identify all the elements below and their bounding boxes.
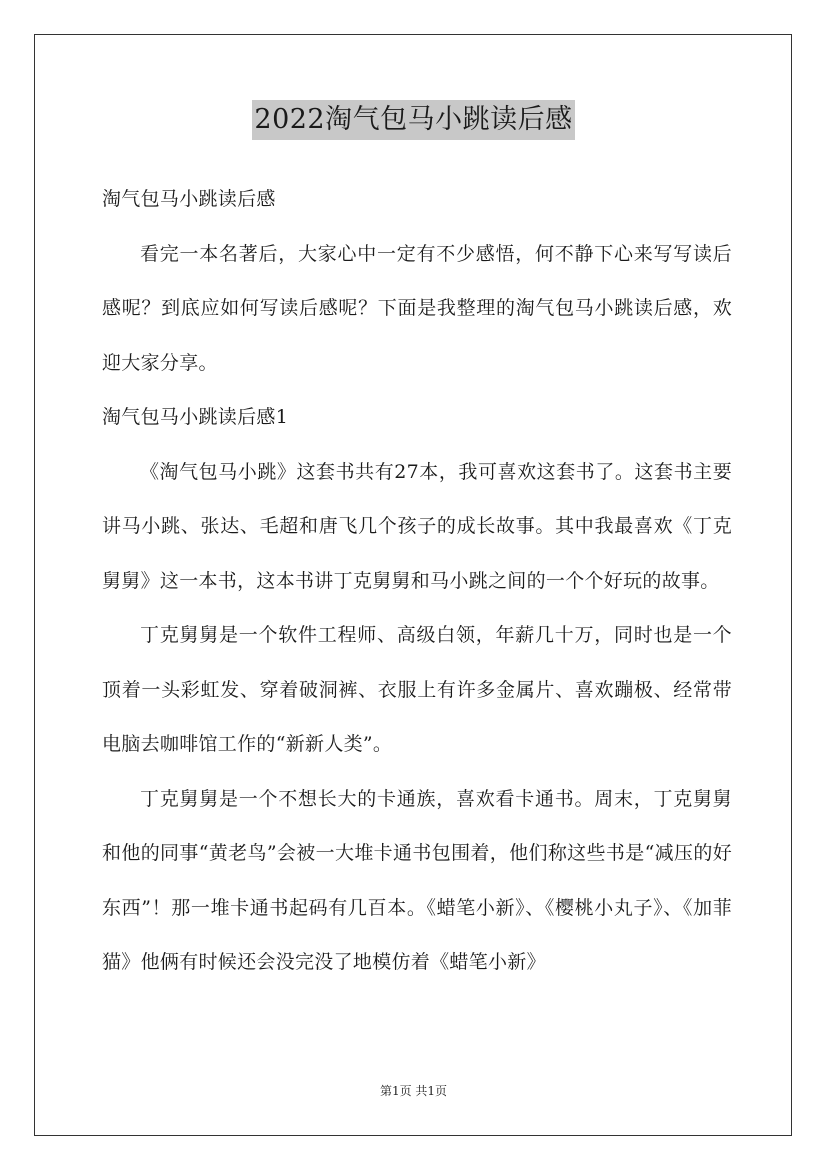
- title-container: [0, 100, 827, 140]
- body-paragraph: 丁克舅舅是一个不想长大的卡通族，喜欢看卡通书。周末，丁克舅舅和他的同事“黄老鸟”会被一大堆卡通书包围着，他们称这些书是“减压的好东西”！那一堆卡通书起码有几百本。《蜡笔小新》、《樱桃小丸子》、《加菲猫》他俩有时候还会没完没了地模仿着《蜡笔小新》: [102, 787, 732, 973]
- page-footer: 第1页 共1页: [379, 1084, 448, 1098]
- section-heading: 淘气包马小跳读后感1: [102, 406, 289, 428]
- body-paragraph: 丁克舅舅是一个软件工程师、高级白领，年薪几十万，同时也是一个顶着一头彩虹发、穿着破洞裤、衣服上有许多金属片、喜欢蹦极、经常带电脑去咖啡馆工作的“新新人类”。: [102, 624, 732, 755]
- document-body: [102, 172, 732, 990]
- body-paragraph: 《淘气包马小跳》这套书共有27本，我可喜欢这套书了。这套书主要讲马小跳、张达、毛超和唐飞几个孩子的成长故事。其中我最喜欢《丁克舅舅》这一本书，这本书讲丁克舅舅和马小跳之间的一个个好玩的故事。: [102, 460, 732, 592]
- document-title: 2022淘气包马小跳读后感: [252, 100, 574, 140]
- section-heading: 淘气包马小跳读后感: [102, 188, 276, 210]
- intro-paragraph: 看完一本名著后，大家心中一定有不少感悟，何不静下心来写写读后感呢？到底应如何写读后感呢？下面是我整理的淘气包马小跳读后感，欢迎大家分享。: [102, 242, 732, 374]
